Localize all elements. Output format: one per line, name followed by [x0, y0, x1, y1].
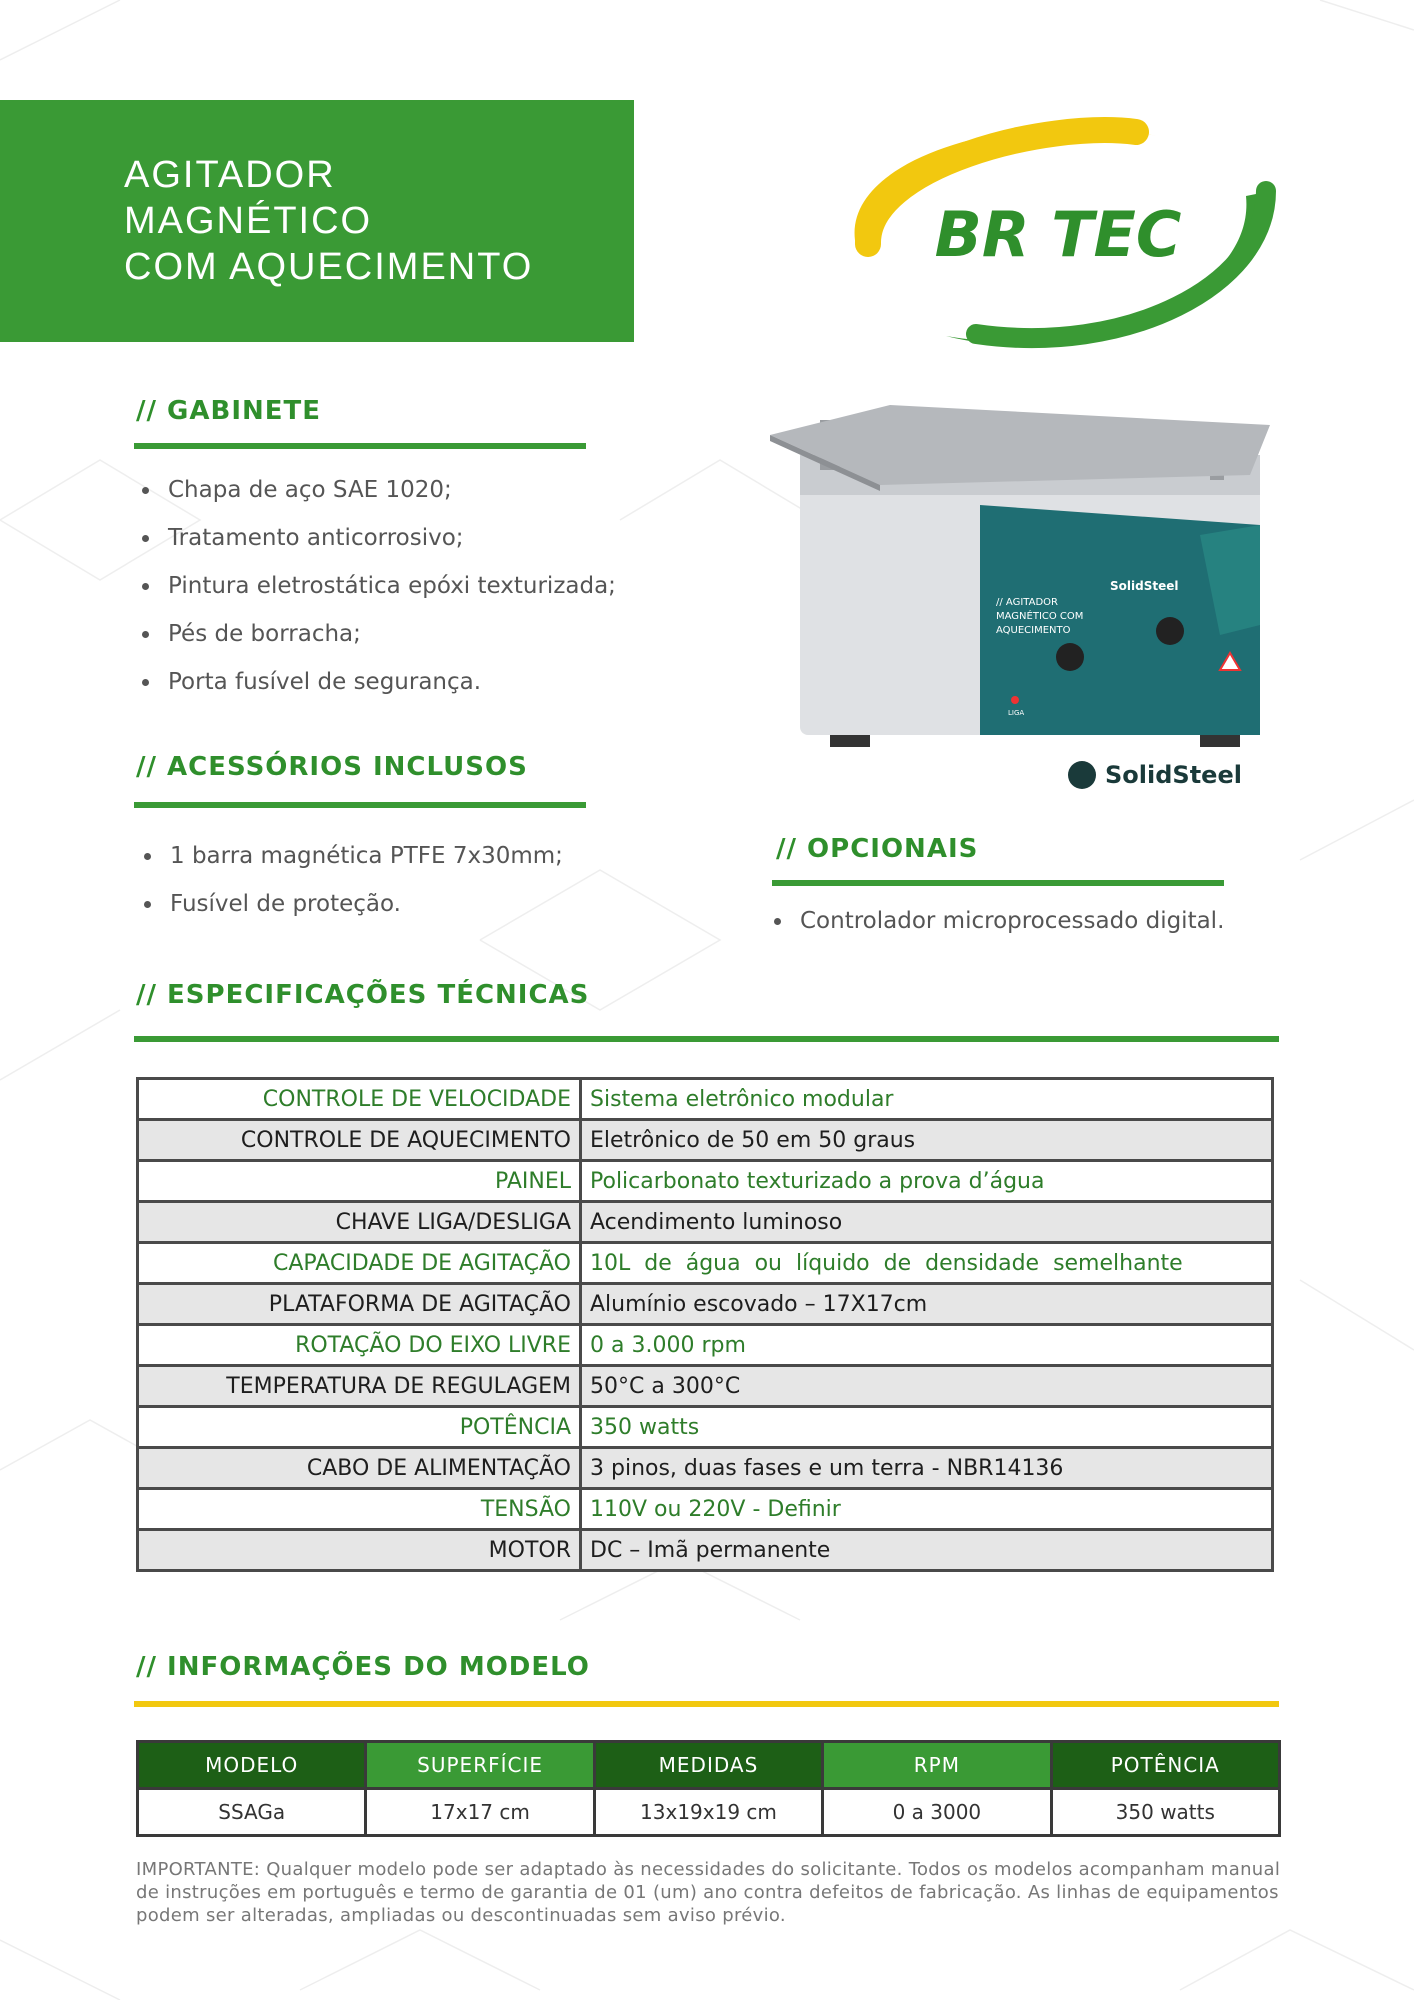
table-row: [138, 1489, 1273, 1530]
important-note: IMPORTANTE: Qualquer modelo pode ser adaptado às necessidades do solicitante. Todos os modelos acompanham manual de instruções em português e termo de garantia de 01 (um) ano contra defeitos de fabricação. As linhas de equipamentos podem ser alteradas, ampliadas ou descontinuadas sem aviso prévio.: [136, 1859, 1281, 1926]
table-row: [138, 1530, 1273, 1571]
opcionais-list: [768, 897, 1328, 945]
spec-label: PLATAFORMA DE AGITAÇÃO: [138, 1284, 581, 1325]
spec-value: 10L de água ou líquido de densidade semelhante: [581, 1243, 1273, 1284]
panel-line-1: // AGITADOR: [996, 597, 1058, 608]
acessorios-heading: // ACESSÓRIOS INCLUSOS: [136, 752, 528, 782]
spec-label: CABO DE ALIMENTAÇÃO: [138, 1448, 581, 1489]
table-row: [138, 1284, 1273, 1325]
table-row: [138, 1407, 1273, 1448]
spec-value: 350 watts: [581, 1407, 1273, 1448]
solidsteel-logo-text: SolidSteel: [1105, 761, 1242, 789]
panel-line-3: AQUECIMENTO: [996, 625, 1071, 636]
spec-value: Policarbonato texturizado a prova d’água: [581, 1161, 1273, 1202]
dimensions-cell: 13x19x19 cm: [594, 1789, 822, 1836]
table-row: [138, 1448, 1273, 1489]
title-line-3: COM AQUECIMENTO: [124, 246, 534, 288]
spec-table: [136, 1077, 1274, 1572]
rpm-cell: 0 a 3000: [823, 1789, 1051, 1836]
surface-header: SUPERFÍCIE: [366, 1742, 594, 1789]
title-line-1: AGITADOR: [124, 154, 336, 196]
gabinete-heading: // GABINETE: [136, 396, 322, 426]
spec-label: CONTROLE DE AQUECIMENTO: [138, 1120, 581, 1161]
opcionais-heading: // OPCIONAIS: [776, 834, 979, 864]
list-item: Pés de borracha;: [136, 610, 696, 658]
table-row: [138, 1202, 1273, 1243]
spec-label: CHAVE LIGA/DESLIGA: [138, 1202, 581, 1243]
panel-brand: SolidSteel: [1110, 579, 1179, 593]
opcionais-rule: [772, 880, 1224, 886]
spec-label: TENSÃO: [138, 1489, 581, 1530]
table-row: [138, 1789, 1280, 1836]
modelo-rule: [134, 1701, 1279, 1707]
list-item: Fusível de proteção.: [138, 880, 698, 928]
acessorios-list: [138, 832, 698, 928]
list-item: Tratamento anticorrosivo;: [136, 514, 696, 562]
brtec-logo: [826, 96, 1286, 366]
especificacoes-rule: [134, 1036, 1279, 1042]
surface-cell: 17x17 cm: [366, 1789, 594, 1836]
title-banner: [0, 100, 634, 342]
modelo-heading: // INFORMAÇÕES DO MODELO: [136, 1652, 590, 1682]
model-cell: SSAGa: [138, 1789, 366, 1836]
table-row: [138, 1161, 1273, 1202]
spec-label: MOTOR: [138, 1530, 581, 1571]
speed-knob: [1056, 643, 1084, 671]
spec-value: 0 a 3.000 rpm: [581, 1325, 1273, 1366]
spec-value: DC – Imã permanente: [581, 1530, 1273, 1571]
product-image: [760, 395, 1280, 795]
acessorios-rule: [134, 802, 586, 808]
list-item: 1 barra magnética PTFE 7x30mm;: [138, 832, 698, 880]
dimensions-header: MEDIDAS: [594, 1742, 822, 1789]
spec-label: CONTROLE DE VELOCIDADE: [138, 1079, 581, 1120]
spec-label: CAPACIDADE DE AGITAÇÃO: [138, 1243, 581, 1284]
list-item: Pintura eletrostática epóxi texturizada;: [136, 562, 696, 610]
spec-label: ROTAÇÃO DO EIXO LIVRE: [138, 1325, 581, 1366]
spec-value: 50°C a 300°C: [581, 1366, 1273, 1407]
model-table: [136, 1740, 1281, 1837]
list-item: Chapa de aço SAE 1020;: [136, 466, 696, 514]
power-header: POTÊNCIA: [1051, 1742, 1279, 1789]
switch-label: LIGA: [1008, 709, 1025, 717]
solidsteel-logo: [1068, 761, 1242, 789]
gabinete-rule: [134, 443, 586, 449]
list-item: Porta fusível de segurança.: [136, 658, 696, 706]
power-indicator: [1011, 696, 1019, 704]
logo-text: BR TEC: [934, 198, 1182, 271]
spec-value: Alumínio escovado – 17X17cm: [581, 1284, 1273, 1325]
spec-value: 3 pinos, duas fases e um terra - NBR14136: [581, 1448, 1273, 1489]
gabinete-list: [136, 466, 696, 706]
table-row: [138, 1120, 1273, 1161]
spec-label: TEMPERATURA DE REGULAGEM: [138, 1366, 581, 1407]
table-header-row: [138, 1742, 1280, 1789]
table-row: [138, 1366, 1273, 1407]
spec-value: 110V ou 220V - Definir: [581, 1489, 1273, 1530]
spec-value: Acendimento luminoso: [581, 1202, 1273, 1243]
temperature-knob: [1156, 617, 1184, 645]
spec-label: PAINEL: [138, 1161, 581, 1202]
especificacoes-heading: // ESPECIFICAÇÕES TÉCNICAS: [136, 980, 590, 1010]
table-row: [138, 1079, 1273, 1120]
list-item: Controlador microprocessado digital.: [768, 897, 1328, 945]
spec-value: Sistema eletrônico modular: [581, 1079, 1273, 1120]
table-row: [138, 1243, 1273, 1284]
spec-value: Eletrônico de 50 em 50 graus: [581, 1120, 1273, 1161]
table-row: [138, 1325, 1273, 1366]
power-cell: 350 watts: [1051, 1789, 1279, 1836]
spec-label: POTÊNCIA: [138, 1407, 581, 1448]
title-line-2: MAGNÉTICO: [124, 200, 373, 242]
rpm-header: RPM: [823, 1742, 1051, 1789]
model-header: MODELO: [138, 1742, 366, 1789]
panel-line-2: MAGNÉTICO COM: [996, 611, 1084, 622]
